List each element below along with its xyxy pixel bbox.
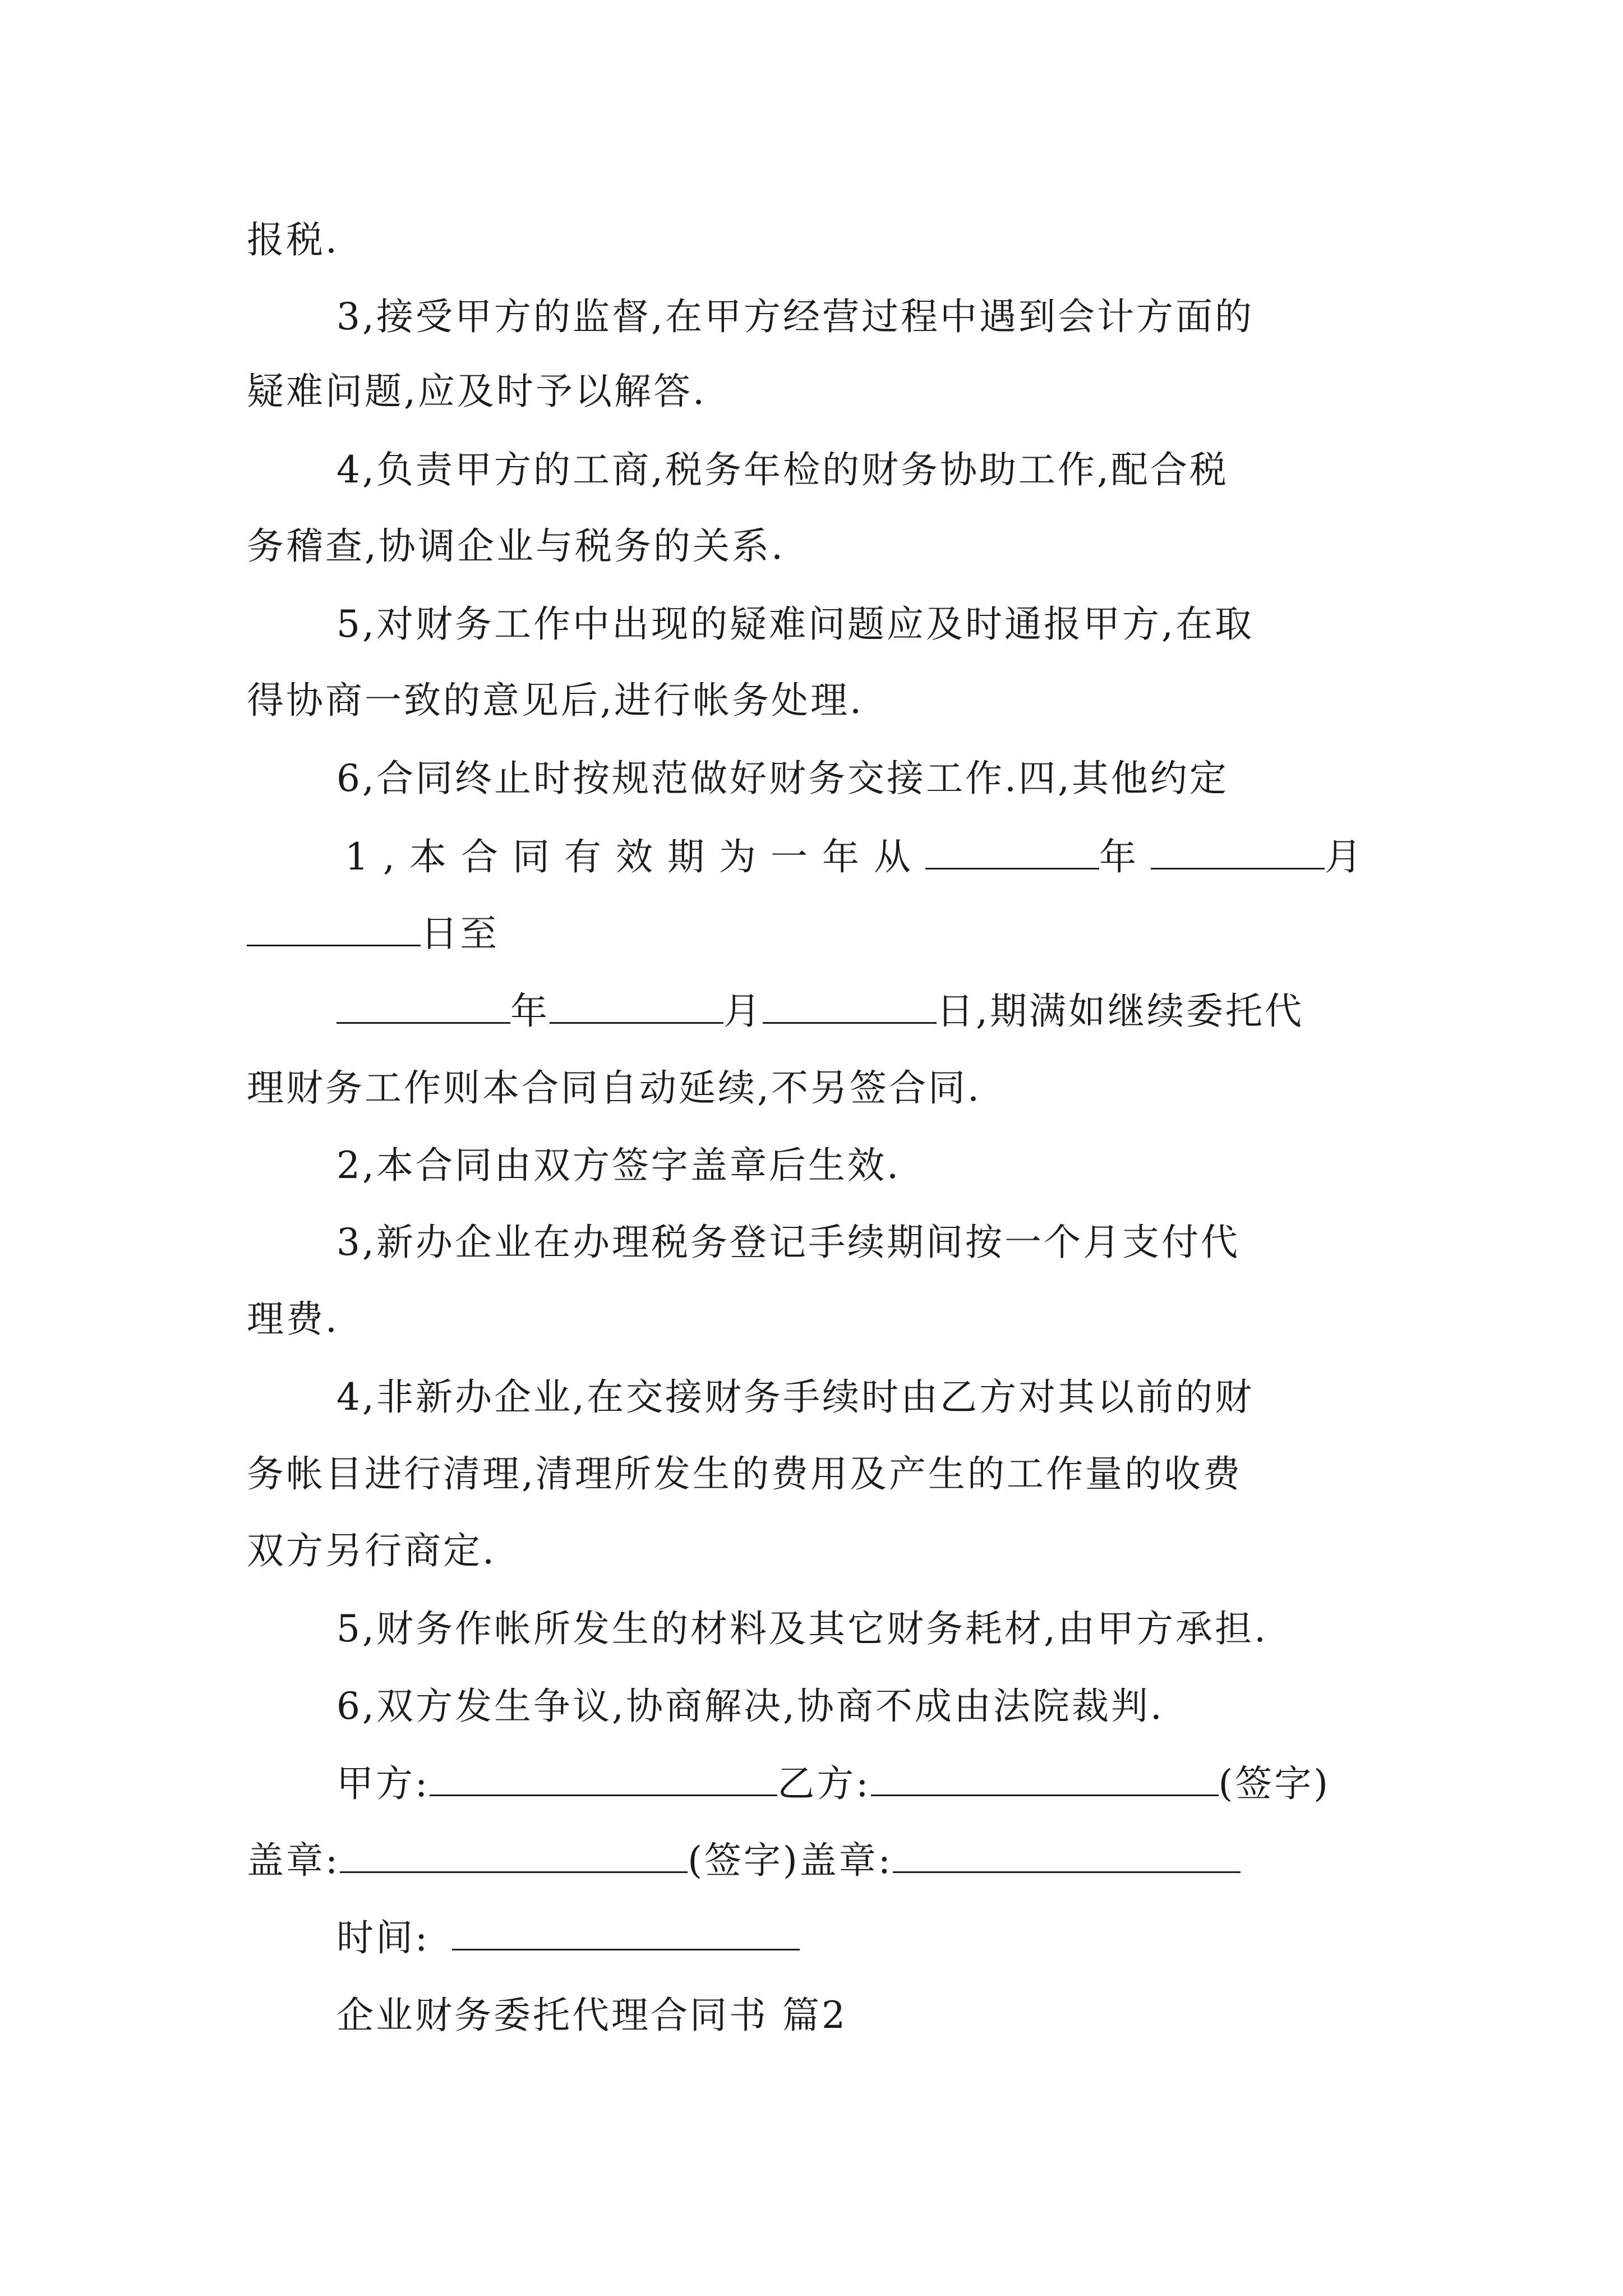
paragraph-line: 4,非新办企业,在交接财务手续时由乙方对其以前的财: [336, 1375, 1254, 1419]
blank-field: [925, 832, 1099, 869]
signature-line: 盖章: (签字)盖章:: [247, 1835, 1241, 1886]
blank-field: [763, 986, 937, 1024]
paragraph-line: 双方另行商定.: [247, 1529, 496, 1572]
paragraph-line: 5,财务作帐所发生的材料及其它财务耗材,由甲方承担.: [336, 1607, 1268, 1650]
paragraph-line: 理财务工作则本合同自动延续,不另签合同.: [247, 1066, 981, 1110]
paragraph-line: 报税.: [247, 218, 339, 261]
paragraph-line: 5,对财务工作中出现的疑难问题应及时通报甲方,在取: [336, 602, 1254, 646]
paragraph-line: 3,接受甲方的监督,在甲方经营过程中遇到会计方面的: [336, 295, 1254, 338]
blank-field: [336, 986, 510, 1024]
paragraph-line: 年 月 日,期满如继续委托代: [336, 986, 1304, 1037]
paragraph-line: 6,合同终止时按规范做好财务交接工作.四,其他约定: [336, 757, 1229, 800]
date-line: 时间:: [336, 1913, 800, 1963]
paragraph-line: 4,负责甲方的工商,税务年检的财务协助工作,配合税: [336, 448, 1229, 491]
blank-field: [247, 909, 421, 946]
paragraph-line: 理费.: [247, 1297, 339, 1341]
paragraph-line: 务稽查,协调企业与税务的关系.: [247, 524, 785, 568]
date-blank: [452, 1913, 800, 1950]
seal-a-blank: [340, 1835, 688, 1873]
paragraph-line: 2,本合同由双方签字盖章后生效.: [336, 1144, 901, 1187]
paragraph-line: 疑难问题,应及时予以解答.: [247, 370, 707, 413]
paragraph-line: 6,双方发生争议,协商解决,协商不成由法院裁判.: [336, 1685, 1164, 1728]
party-a-blank: [430, 1759, 777, 1796]
section-heading: 企业财务委托代理合同书 篇2: [336, 1994, 847, 2037]
party-b-blank: [871, 1759, 1219, 1796]
seal-b-blank: [893, 1835, 1241, 1873]
paragraph-line: 日至: [247, 909, 499, 959]
signature-line: 甲方: 乙方: (签字): [336, 1759, 1330, 1809]
paragraph-line: 1,本合同有效期为一年从 年 月: [345, 832, 1376, 882]
blank-field: [1151, 832, 1325, 869]
paragraph-line: 3,新办企业在办理税务登记手续期间按一个月支付代: [336, 1221, 1240, 1264]
paragraph-line: 得协商一致的意见后,进行帐务处理.: [247, 679, 864, 722]
paragraph-line: 务帐目进行清理,清理所发生的费用及产生的工作量的收费: [247, 1452, 1242, 1496]
blank-field: [550, 986, 723, 1024]
